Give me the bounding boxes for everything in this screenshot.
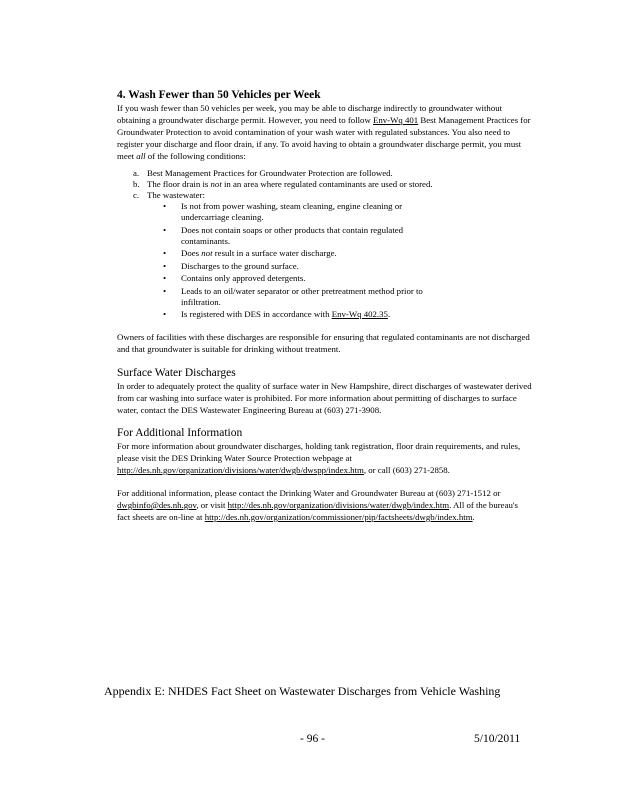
condition-text: The floor drain is — [147, 179, 211, 189]
list-item — [163, 201, 431, 223]
bullet-text: Does — [181, 248, 202, 258]
dwspp-link[interactable]: http://des.nh.gov/organization/divisions/water/dwgb/dwspp/index.htm — [117, 465, 364, 475]
section-heading: 4. Wash Fewer than 50 Vehicles per Week — [117, 89, 321, 101]
section-heading: Surface Water Discharges — [117, 367, 236, 379]
closing-block — [117, 331, 532, 355]
page-date: 5/10/2011 — [474, 733, 521, 745]
info-text: For additional information, please contact the Drinking Water and Groundwater Bureau at (603) 271-1512 or — [117, 488, 501, 498]
rule-reference-link[interactable]: Env-Wq 402.35 — [331, 309, 388, 319]
condition-number: b. — [133, 179, 140, 189]
info-text: . All of the bureau's fact sheets are on-line at — [117, 500, 518, 522]
factsheets-link[interactable]: http://des.nh.gov/organization/commissioner/pip/factsheets/dwgb/index.htm — [204, 512, 473, 522]
list-item — [163, 261, 431, 272]
bullet-icon: • — [163, 285, 167, 296]
info-text: . — [472, 512, 475, 522]
bullet-text: Is not from power washing, steam cleaning, engine cleaning or undercarriage cleaning. — [181, 201, 403, 222]
page-number: - 96 - — [300, 733, 325, 745]
list-item — [163, 248, 431, 259]
closing-paragraph: Owners of facilities with these discharges are responsible for ensuring that regulated contaminants are not discharged and that groundwater is suitable for drinking without treatment. — [117, 332, 530, 354]
list-item — [163, 309, 431, 320]
bullet-text: Contains only approved detergents. — [181, 273, 306, 283]
section-additional-info — [117, 427, 532, 523]
info-text: , or visit — [196, 500, 228, 510]
rule-reference-link[interactable]: Env-Wq 401 — [373, 115, 419, 125]
list-item — [163, 286, 431, 308]
bullet-emphasis: not — [201, 248, 213, 258]
intro-text-b: Best Management Practices for Groundwater Protection to avoid contamination of your wash water with regulated substances. You also need to register your discharge and floor drain, if any. To avoid having to obtain a groundwater discharge permit, you must meet — [117, 115, 531, 161]
condition-item — [133, 179, 493, 190]
list-item — [163, 225, 431, 247]
conditions-list — [133, 168, 493, 322]
intro-paragraph — [117, 102, 532, 162]
info-text: , or call (603) 271-2858. — [363, 465, 450, 475]
condition-text: in an area where regulated contaminants are used or stored. — [221, 179, 433, 189]
intro-text-a: If you wash fewer than 50 vehicles per week, you may be able to discharge indirectly to groundwater without obtaining a groundwater discharge permit. However, you need to follow — [117, 103, 503, 125]
info-paragraph-1 — [117, 440, 532, 476]
bullet-icon: • — [163, 273, 167, 283]
bullet-text: result in a surface water discharge. — [212, 248, 337, 258]
condition-item — [133, 168, 493, 179]
condition-number: a. — [133, 168, 140, 178]
intro-text-c: of the following conditions: — [145, 151, 246, 161]
intro-emphasis: all — [136, 151, 146, 161]
info-text: For more information about groundwater discharges, holding tank registration, floor drain requirements, and rules, please visit the DES Drinking Water Source Protection webpage at — [117, 441, 521, 463]
condition-text: Best Management Practices for Groundwater Protection are followed. — [147, 168, 393, 178]
bullet-icon: • — [163, 260, 167, 271]
surface-water-paragraph: In order to adequately protect the quality of surface water in New Hampshire, direct discharges of wastewater derived from car washing into surface water is prohibited. For more information about permitting of discharges to surface water, contact the DES Wastewater Engineering Bureau at (603) 271-3908. — [117, 381, 532, 415]
appendix-caption: Appendix E: NHDES Fact Sheet on Wastewater Discharges from Vehicle Washing — [104, 684, 501, 698]
bullet-icon: • — [163, 309, 167, 319]
bullet-icon: • — [163, 248, 167, 258]
bullet-icon: • — [163, 201, 167, 211]
wastewater-criteria-list — [147, 201, 493, 320]
bullet-icon: • — [163, 224, 167, 235]
bullet-text: Does not contain soaps or other products that contain regulated contaminants. — [181, 224, 404, 246]
section-heading: For Additional Information — [117, 427, 243, 439]
bullet-text: . — [387, 309, 391, 319]
bullet-text: Discharges to the ground surface. — [181, 260, 299, 271]
info-paragraph-2 — [117, 487, 532, 523]
bullet-text: Leads to an oil/water separator or other pretreatment method prior to infiltration. — [181, 285, 423, 307]
section-surface-water — [117, 367, 532, 416]
condition-emphasis: not — [210, 179, 222, 189]
dwgb-link[interactable]: http://des.nh.gov/organization/divisions/water/dwgb/index.htm — [227, 500, 450, 510]
list-item — [163, 273, 431, 284]
condition-number: c. — [133, 190, 140, 200]
section-small-washes — [117, 89, 532, 162]
bullet-text: Is registered with DES in accordance with — [181, 309, 332, 319]
condition-text: The wastewater: — [147, 190, 205, 200]
condition-item — [133, 190, 493, 320]
email-link[interactable]: dwgbinfo@des.nh.gov — [117, 500, 197, 510]
